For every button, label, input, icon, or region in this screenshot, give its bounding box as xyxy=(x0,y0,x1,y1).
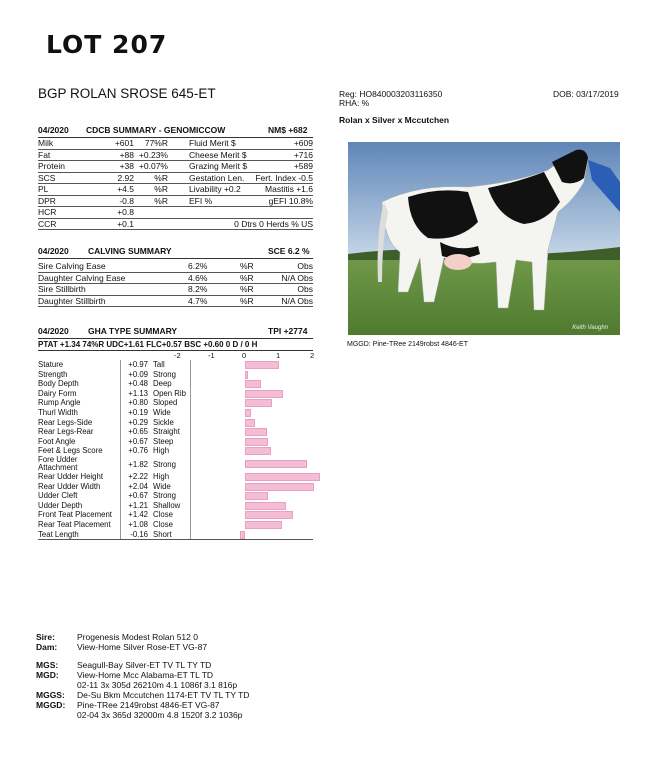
trait-row xyxy=(38,456,313,472)
trait-bar xyxy=(245,428,267,436)
cow-illustration xyxy=(348,142,620,335)
calving-cell-d: Obs xyxy=(297,261,313,271)
cdcb-cell-a: Protein xyxy=(38,161,65,171)
pedigree-text: View-Home Silver Rose-ET VG-87 xyxy=(77,642,208,652)
calving-summary xyxy=(38,246,313,307)
pedigree-text: Progenesis Modest Rolan 512 0 xyxy=(77,632,198,642)
trait-name: Dairy Form xyxy=(38,388,77,398)
trait-name: Body Depth xyxy=(38,379,79,389)
trait-descriptor: Steep xyxy=(153,436,174,446)
type-date: 04/2020 xyxy=(38,326,69,336)
trait-value: +0.48 xyxy=(128,379,148,389)
calving-cell-d: N/A Obs xyxy=(281,295,313,306)
trait-bar xyxy=(245,447,271,455)
trait-descriptor: Shallow xyxy=(153,500,181,510)
trait-row xyxy=(38,408,313,418)
sce-value: SCE 6.2 % xyxy=(268,246,310,256)
pedigree-summary-line: Rolan x Silver x Mccutchen xyxy=(339,115,450,125)
cdcb-cell-c: %R xyxy=(154,195,168,206)
cdcb-date: 04/2020 xyxy=(38,125,69,135)
trait-value: +1.82 xyxy=(128,459,148,469)
cdcb-row xyxy=(38,161,313,173)
calving-cell-a: Daughter Stillbirth xyxy=(38,295,106,306)
calving-cell-c: %R xyxy=(240,284,254,294)
cdcb-cell-e: +609 xyxy=(293,138,313,148)
cdcb-cell-e: +716 xyxy=(293,149,313,160)
trait-bar xyxy=(245,390,283,398)
calving-cell-a: Sire Stillbirth xyxy=(38,284,86,294)
trait-name: Fore Udder Attachment xyxy=(38,454,78,472)
trait-name: Rump Angle xyxy=(38,398,81,408)
trait-row xyxy=(38,530,313,540)
animal-name: BGP ROLAN SROSE 645-ET xyxy=(38,86,216,101)
lot-number: LOT 207 xyxy=(46,30,168,59)
cdcb-cell-e: 0 Dtrs 0 Herds % US xyxy=(234,218,313,229)
cdcb-cell-d: Cheese Merit $ xyxy=(189,149,247,160)
cdcb-row xyxy=(38,138,313,150)
date-of-birth: DOB: 03/17/2019 xyxy=(553,89,619,99)
net-merit: NM$ +682 xyxy=(268,125,308,135)
trait-value: +0.19 xyxy=(128,407,148,417)
trait-name: Feet & Legs Score xyxy=(38,446,103,456)
cdcb-row xyxy=(38,173,313,185)
cdcb-cell-a: Fat xyxy=(38,149,51,160)
calving-cell-c: %R xyxy=(240,261,254,271)
trait-row xyxy=(38,491,313,501)
cdcb-cell-a: HCR xyxy=(38,207,57,217)
trait-value: +0.97 xyxy=(128,360,148,369)
trait-row xyxy=(38,360,313,370)
tpi-value: TPI +2774 xyxy=(268,326,308,336)
trait-row xyxy=(38,520,313,530)
trait-value: +1.08 xyxy=(128,519,148,529)
trait-value: +0.29 xyxy=(128,417,148,427)
cdcb-cell-e: gEFI 10.8% xyxy=(268,195,313,206)
trait-bar xyxy=(245,361,279,369)
registration-number: Reg: HO840003203116350 xyxy=(339,89,443,99)
trait-value: +1.21 xyxy=(128,500,148,510)
trait-value: +0.80 xyxy=(128,398,148,408)
scale-label: 0 xyxy=(242,351,247,360)
calving-cell-c: %R xyxy=(240,272,254,283)
trait-descriptor: Deep xyxy=(153,379,172,389)
pedigree-label: MGGS: xyxy=(36,690,65,700)
trait-descriptor: Tall xyxy=(153,360,165,369)
cdcb-cell-c: +0.23% xyxy=(138,149,168,160)
trait-value: +0.67 xyxy=(128,436,148,446)
calving-cell-a: Sire Calving Ease xyxy=(38,261,106,271)
trait-descriptor: Wide xyxy=(153,481,171,491)
calving-title: CALVING SUMMARY xyxy=(88,246,172,256)
cdcb-cell-b: -0.8 xyxy=(119,195,134,206)
trait-descriptor: Sickle xyxy=(153,417,174,427)
trait-value: +2.22 xyxy=(128,471,148,481)
trait-descriptor: High xyxy=(153,446,170,456)
pedigree-label: MGS: xyxy=(36,660,59,670)
trait-value: +0.65 xyxy=(128,427,148,437)
cdcb-title: CDCB SUMMARY - GENOMICCOW xyxy=(86,125,226,135)
trait-name: Rear Legs-Side xyxy=(38,417,93,427)
trait-descriptor: Strong xyxy=(153,459,176,469)
trait-name: Strength xyxy=(38,369,68,379)
pedigree-text: Seagull-Bay Silver-ET TV TL TY TD xyxy=(77,660,212,670)
trait-row xyxy=(38,437,313,447)
cdcb-row xyxy=(38,184,313,196)
cdcb-cell-b: +0.1 xyxy=(117,218,134,229)
trait-bar xyxy=(245,380,261,388)
trait-row xyxy=(38,379,313,389)
cdcb-cell-b: +0.8 xyxy=(117,207,134,217)
pedigree-text: 02-11 3x 305d 26210m 4.1 1086f 3.1 816p xyxy=(77,680,238,690)
cdcb-cell-e: +589 xyxy=(293,161,313,171)
cdcb-cell-d: Grazing Merit $ xyxy=(189,161,248,171)
trait-name: Udder Cleft xyxy=(38,491,78,501)
trait-row xyxy=(38,427,313,437)
pedigree-text: De-Su Bkm Mccutchen 1174-ET TV TL TY TD xyxy=(77,690,250,700)
cdcb-cell-d: EFI % xyxy=(189,195,213,206)
trait-descriptor: Wide xyxy=(153,407,171,417)
trait-name: Rear Teat Placement xyxy=(38,519,111,529)
type-summary xyxy=(38,326,313,540)
trait-descriptor: Close xyxy=(153,510,173,520)
trait-row xyxy=(38,510,313,520)
trait-bar xyxy=(245,511,293,519)
trait-bar xyxy=(245,409,251,417)
cdcb-cell-a: SCS xyxy=(38,172,56,183)
trait-value: -0.16 xyxy=(130,529,148,539)
trait-bar xyxy=(245,521,282,529)
trait-value: +0.76 xyxy=(128,446,148,456)
trait-value: +2.04 xyxy=(128,481,148,491)
cdcb-cell-a: DPR xyxy=(38,195,56,206)
photo-signature: Keith Vaughn xyxy=(572,325,608,331)
trait-name: Teat Length xyxy=(38,529,79,539)
pedigree-label: MGD: xyxy=(36,670,59,680)
cow-photo xyxy=(348,142,620,335)
trait-value: +0.09 xyxy=(128,369,148,379)
trait-name: Rear Legs-Rear xyxy=(38,427,94,437)
cdcb-cell-a: Milk xyxy=(38,138,54,148)
trait-bar xyxy=(240,531,245,539)
trait-bar xyxy=(245,438,268,446)
trait-bar xyxy=(245,473,320,481)
scale-label: -2 xyxy=(174,351,181,360)
calving-cell-a: Daughter Calving Ease xyxy=(38,272,126,283)
calving-cell-b: 8.2% xyxy=(188,284,208,294)
cdcb-cell-b: +38 xyxy=(119,161,134,171)
calving-row xyxy=(38,284,313,296)
cdcb-cell-b: +601 xyxy=(114,138,134,148)
calving-cell-b: 4.7% xyxy=(188,295,208,306)
calving-row xyxy=(38,273,313,285)
cdcb-cell-c: %R xyxy=(154,184,168,194)
trait-row xyxy=(38,389,313,399)
trait-value: +1.13 xyxy=(128,388,148,398)
calving-row xyxy=(38,261,313,273)
trait-bar xyxy=(245,492,268,500)
trait-descriptor: Open Rib xyxy=(153,388,186,398)
cdcb-cell-e: Fert. Index -0.5 xyxy=(255,172,313,183)
calving-row xyxy=(38,296,313,308)
trait-descriptor: Straight xyxy=(153,427,180,437)
mggd-caption: MGGD: Pine-TRee 2149robst 4846-ET xyxy=(347,341,468,348)
trait-bar xyxy=(245,483,314,491)
calving-cell-d: N/A Obs xyxy=(281,272,313,283)
cdcb-cell-c: %R xyxy=(154,172,168,183)
trait-bar xyxy=(245,399,272,407)
trait-descriptor: High xyxy=(153,471,170,481)
trait-bar xyxy=(245,371,248,379)
trait-row xyxy=(38,482,313,492)
cdcb-cell-b: +4.5 xyxy=(117,184,134,194)
trait-descriptor: Sloped xyxy=(153,398,178,408)
cdcb-cell-b: +88 xyxy=(119,149,134,160)
cdcb-summary xyxy=(38,125,313,230)
cdcb-row xyxy=(38,207,313,219)
pedigree-label: Sire: xyxy=(36,632,55,642)
trait-descriptor: Short xyxy=(153,529,172,539)
trait-name: Rear Udder Width xyxy=(38,481,101,491)
type-title: GHA TYPE SUMMARY xyxy=(88,326,178,336)
trait-name: Thurl Width xyxy=(38,407,78,417)
trait-value: +0.67 xyxy=(128,491,148,501)
trait-descriptor: Strong xyxy=(153,491,176,501)
trait-bar xyxy=(245,502,286,510)
cdcb-cell-d: Livability +0.2 xyxy=(189,184,241,194)
scale-label: 2 xyxy=(310,351,315,360)
calving-cell-c: %R xyxy=(240,295,254,306)
trait-row xyxy=(38,446,313,456)
pedigree-text: 02-04 3x 365d 32000m 4.8 1520f 3.2 1036p xyxy=(77,710,243,720)
calving-date: 04/2020 xyxy=(38,246,69,256)
cdcb-cell-d: Fluid Merit $ xyxy=(189,138,236,148)
scale-label: 1 xyxy=(276,351,281,360)
trait-row xyxy=(38,418,313,428)
rha: RHA: % xyxy=(339,98,370,108)
calving-cell-b: 4.6% xyxy=(188,272,208,283)
trait-row xyxy=(38,398,313,408)
trait-bar xyxy=(245,419,255,427)
trait-name: Rear Udder Height xyxy=(38,471,104,481)
trait-name: Stature xyxy=(38,360,64,369)
cdcb-cell-a: PL xyxy=(38,184,49,194)
cdcb-row xyxy=(38,150,313,162)
pedigree-text: View-Home Mcc Alabama-ET TL TD xyxy=(77,670,214,680)
cdcb-cell-c: +0.07% xyxy=(138,161,168,171)
trait-descriptor: Strong xyxy=(153,369,176,379)
calving-cell-d: Obs xyxy=(297,284,313,294)
trait-name: Udder Depth xyxy=(38,500,83,510)
scale-label: -1 xyxy=(208,351,215,360)
trait-descriptor: Close xyxy=(153,519,173,529)
trait-value: +1.42 xyxy=(128,510,148,520)
cdcb-cell-c: 77%R xyxy=(144,138,168,148)
cdcb-cell-e: Mastitis +1.6 xyxy=(265,184,313,194)
trait-name: Foot Angle xyxy=(38,436,76,446)
pedigree-label: Dam: xyxy=(36,642,58,652)
trait-row xyxy=(38,472,313,482)
pedigree-text: Pine-TRee 2149robst 4846-ET VG-87 xyxy=(77,700,220,710)
cdcb-cell-b: 2.92 xyxy=(117,172,134,183)
cdcb-cell-d: Gestation Len. xyxy=(189,172,245,183)
trait-bar xyxy=(245,460,307,468)
trait-row xyxy=(38,370,313,380)
calving-cell-b: 6.2% xyxy=(188,261,208,271)
pedigree-label: MGGD: xyxy=(36,700,66,710)
ptat-line: PTAT +1.34 74%R UDC+1.61 FLC+0.57 BSC +0.60 0 D / 0 H xyxy=(38,340,258,349)
trait-row xyxy=(38,501,313,511)
cdcb-row xyxy=(38,219,313,231)
cdcb-row xyxy=(38,196,313,208)
trait-name: Front Teat Placement xyxy=(38,510,112,520)
cdcb-cell-a: CCR xyxy=(38,218,57,229)
